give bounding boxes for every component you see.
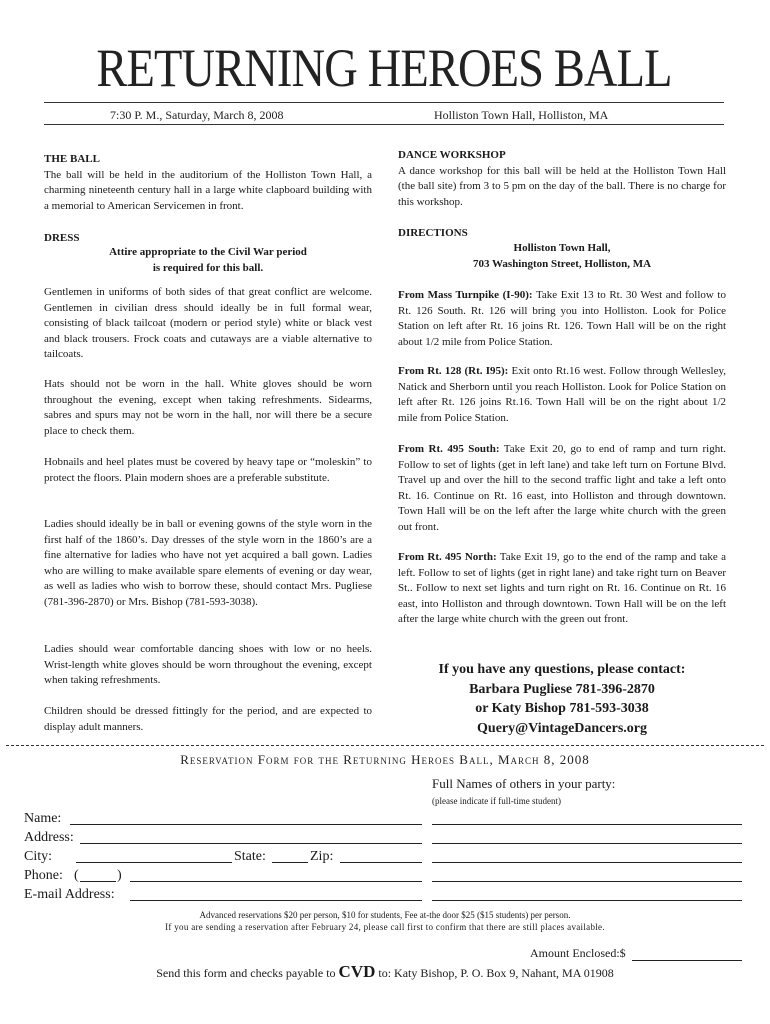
venue-address-block: [398, 241, 726, 272]
zip-label: Zip:: [310, 849, 334, 864]
direction-mass-turnpike-label: From Mass Turnpike (I-90):: [398, 289, 533, 301]
header-rule-bottom: [44, 124, 724, 125]
direction-rt128-text: Exit onto Rt.16 west. Follow through Wellesley, Natick and Sherborn until you reach Holliston. Look for Police Station on left after Rt. 126 joins Rt.16. Town Hall will be on the right about 1/2 mile from Police Station.: [398, 365, 726, 424]
direction-rt495-south-text: Take Exit 20, go to end of ramp and turn right. Follow to set of lights (get in left lane) and take left turn on Fortune Blvd. Travel up and over the hill to the second traffic light and take a left onto Rt. 16. Continue on Rt. 16 east, into Holliston and through downtown. Town Hall will be on the left after the large white church with the green out front.: [398, 443, 726, 533]
amount-enclosed-field[interactable]: [632, 946, 742, 961]
direction-rt495-north-text: Take Exit 19, go to the end of the ramp and take a left. Follow to set of lights (get in right lane) and take right turn on Beaver St.. Follow to next set lights and turn right on Rt. 16. Continue on Rt. 16 east, into Holliston and through downtown. Town Hall will be on the left after the large white church with the green out front.: [398, 551, 726, 625]
venue-name: Holliston Town Hall,: [513, 242, 611, 254]
event-time-date: 7:30 P. M., Saturday, March 8, 2008: [110, 108, 284, 122]
party-name-field-3[interactable]: [432, 848, 742, 863]
contact-pugliese: Barbara Pugliese 781-396-2870: [469, 681, 655, 697]
dress-requirement: [44, 245, 372, 276]
fee-note: Advanced reservations $20 per person, $10 for students, Fee at-the door $25 ($15 students) per person.: [199, 910, 571, 920]
direction-mass-turnpike: [398, 288, 726, 350]
direction-rt495-north-label: From Rt. 495 North:: [398, 551, 497, 563]
cut-line: [6, 745, 764, 746]
phone-paren-close: ): [117, 868, 122, 883]
directions-heading: DIRECTIONS: [398, 227, 468, 239]
the-ball-text: The ball will be held in the auditorium of the Holliston Town Hall, a charming nineteenth century hall in a large white clapboard building with a memorial to American Servicemen in front.: [44, 168, 372, 212]
dance-workshop-heading: DANCE WORKSHOP: [398, 149, 506, 161]
reservation-form-title: Reservation Form for the Returning Heroes Ball, March 8, 2008: [180, 752, 590, 767]
direction-rt495-south: [398, 442, 726, 535]
dress-heading: DRESS: [44, 232, 80, 244]
section-directions: [398, 226, 726, 242]
name-label: Name:: [24, 811, 62, 826]
address-field[interactable]: [80, 829, 422, 844]
section-dance-workshop: [398, 148, 726, 210]
direction-rt495-south-label: From Rt. 495 South:: [398, 443, 500, 455]
mailing-instructions-start: Send this form and checks payable to: [156, 966, 339, 980]
party-names-note: (please indicate if full-time student): [432, 796, 561, 806]
payee-cvd: CVD: [338, 962, 376, 981]
state-field[interactable]: [272, 848, 308, 863]
para-hats: Hats should not be worn in the hall. White gloves should be worn throughout the evening, except when taking refreshments. Sidearms, sabres and spurs may not be worn in the hall, nor will there be a secure place to check them.: [44, 378, 372, 437]
party-name-field-4[interactable]: [432, 867, 742, 882]
direction-rt128-label: From Rt. 128 (Rt. I95):: [398, 365, 509, 377]
para-hobnails: Hobnails and heel plates must be covered by heavy tape or “moleskin” to protect the floors. Plain modern shoes are a preferable substitute.: [44, 456, 372, 484]
section-the-ball: [44, 152, 372, 214]
dress-requirement-line-2: is required for this ball.: [152, 261, 264, 274]
para-ladies: Ladies should ideally be in ball or evening gowns of the style worn in the first half of the 1860’s. Day dresses of the style worn in the 1860’s are a fine alternative for ladies who have not yet acquired a ball gown. Ladies who are willing to make available spare elements of evening or day wear, as well as ladies who wish to borrow these, should contact Mrs. Pugliese (781-396-2870) or Mrs. Bishop (781-593-3038).: [44, 518, 372, 608]
page-title: RETURNING HEROES BALL: [96, 38, 672, 98]
party-name-field-5[interactable]: [432, 886, 742, 901]
phone-area-code-field[interactable]: [80, 867, 116, 882]
mailing-instructions-end: to: Katy Bishop, P. O. Box 9, Nahant, MA 01908: [375, 966, 614, 980]
contact-block: [398, 660, 726, 738]
direction-rt495-north: [398, 550, 726, 628]
direction-rt128: [398, 364, 726, 426]
party-name-field-2[interactable]: [432, 829, 742, 844]
contact-intro: If you have any questions, please contact:: [438, 662, 686, 677]
contact-bishop: or Katy Bishop 781-593-3038: [475, 701, 649, 716]
party-names-label: Full Names of others in your party:: [432, 776, 616, 791]
contact-email: Query@VintageDancers.org: [477, 720, 647, 736]
name-field[interactable]: [70, 810, 422, 825]
party-name-field-1[interactable]: [432, 810, 742, 825]
address-label: Address:: [24, 830, 74, 845]
dress-requirement-line-1: Attire appropriate to the Civil War period: [109, 246, 307, 258]
phone-number-field[interactable]: [130, 867, 422, 882]
phone-label: Phone:: [24, 868, 63, 883]
mailing-instructions: [0, 962, 770, 982]
event-location: Holliston Town Hall, Holliston, MA: [434, 108, 609, 122]
late-reservation-note: If you are sending a reservation after February 24, please call first to confirm that there are still places available.: [165, 922, 605, 932]
para-shoes: Ladies should wear comfortable dancing shoes with low or no heels. Wrist-length white gloves should be worn throughout the evening, except when taking refreshments.: [44, 643, 372, 686]
header-rule-top: [44, 102, 724, 103]
direction-mass-turnpike-text: Take Exit 13 to Rt. 30 West and follow to Rt. 126 South. Rt. 126 will bring you into Holliston. Look for Police Station on left after Rt. 16 joins Rt. 126. Town Hall will be on the right about 1/2 mile from Police Station.: [398, 289, 726, 348]
para-children: Children should be dressed fittingly for the period, and are expected to display adult manners.: [44, 705, 372, 733]
city-label: City:: [24, 849, 53, 864]
email-field[interactable]: [130, 886, 422, 901]
phone-paren-open: (: [74, 868, 79, 883]
zip-field[interactable]: [340, 848, 422, 863]
venue-address: 703 Washington Street, Holliston, MA: [472, 257, 652, 270]
email-label: E-mail Address:: [24, 887, 115, 902]
the-ball-heading: THE BALL: [44, 153, 100, 165]
amount-enclosed-label: Amount Enclosed:$: [530, 946, 626, 960]
dance-workshop-text: A dance workshop for this ball will be held at the Holliston Town Hall (the ball site) from 3 to 5 pm on the day of the ball. There is no charge for this workshop.: [398, 164, 726, 208]
state-label: State:: [234, 849, 266, 864]
para-gentlemen: Gentlemen in uniforms of both sides of that great conflict are welcome. Gentlemen in civilian dress should ideally be in full formal wear, consisting of black tailcoat (modern or period style) white or black vest and black trousers. Frock coats and cutaways are a viable alternative to tailcoats.: [44, 286, 372, 360]
city-field[interactable]: [76, 848, 232, 863]
